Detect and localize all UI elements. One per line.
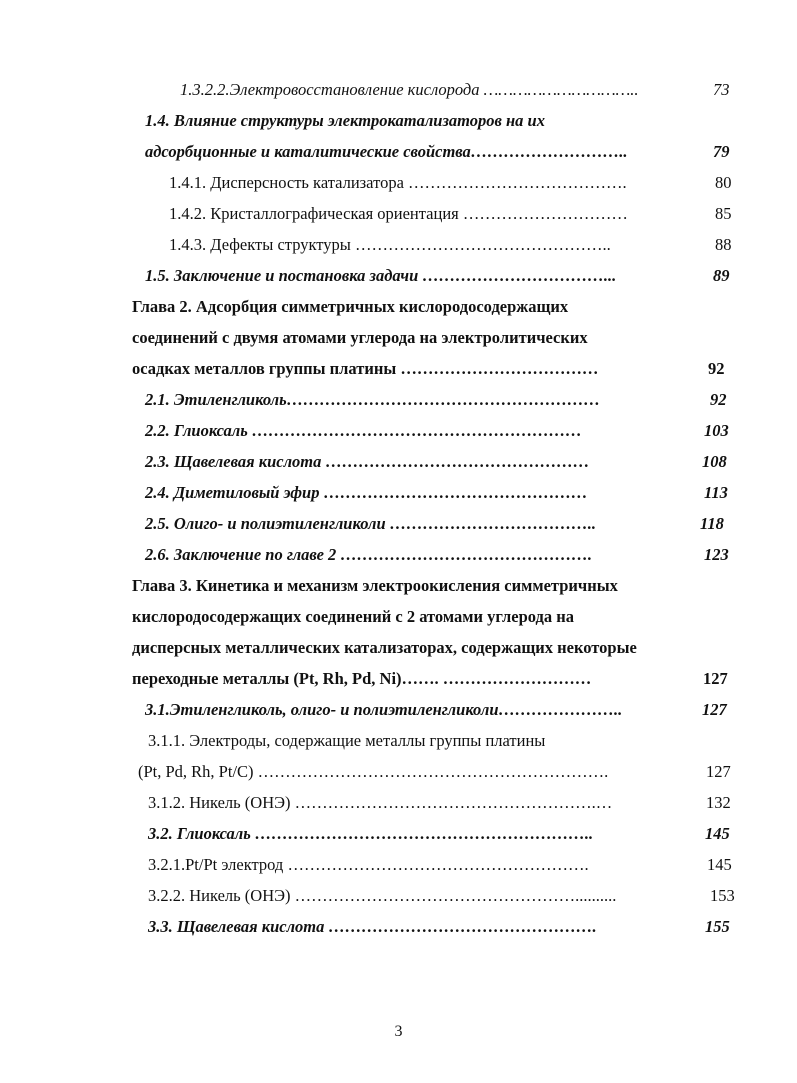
- entry-page: 127: [703, 669, 728, 688]
- chapter-3-title-line3: дисперсных металлических катализаторах, содержащих некоторые: [132, 638, 637, 657]
- entry-page: 85: [715, 204, 732, 223]
- entry-page: 127: [706, 762, 731, 781]
- toc-entry-1-4: [145, 142, 628, 162]
- toc-entry-2-4: [145, 483, 588, 503]
- toc-entry-3-1: [145, 700, 622, 720]
- entry-text: осадках металлов группы платины ………………………………: [132, 359, 599, 378]
- entry-text: 3.1.2. Никель (ОНЭ) ……………………………………………….…: [148, 793, 613, 812]
- entry-page: 145: [705, 824, 730, 843]
- toc-entry-1-4-3: [169, 235, 611, 255]
- toc-entry-3-2-2: [148, 886, 616, 906]
- toc-entry-2-5: [145, 514, 596, 534]
- entry-page: 127: [702, 700, 727, 719]
- chapter-2-entry: [132, 359, 598, 379]
- toc-entry-3-1-1: [138, 762, 608, 782]
- entry-page: 80: [715, 173, 732, 192]
- toc-entry-3-1-2: [148, 793, 612, 813]
- entry-text: 3.1.Этиленгликоль, олиго- и полиэтиленгликоли…………………..: [145, 700, 623, 719]
- entry-text: 1.4.2. Кристаллографическая ориентация …………………………: [169, 204, 628, 223]
- toc-entry-3-2: [148, 824, 593, 844]
- toc-entry-2-3: [145, 452, 590, 472]
- chapter-3-title-line2: кислородосодержащих соединений с 2 атомами углерода на: [132, 607, 575, 626]
- entry-text: (Pt, Pd, Rh, Pt/C) ……………………………………………………….: [138, 762, 609, 781]
- entry-text: 1.4.1. Дисперсность катализатора ………………………………….: [169, 173, 627, 192]
- entry-text: 2.2. Глиоксаль ……………………………………………………: [145, 421, 582, 440]
- entry-page: 113: [704, 483, 728, 502]
- toc-entry-2-6: [145, 545, 592, 565]
- entry-page: 155: [705, 917, 730, 936]
- entry-page: 118: [700, 514, 724, 533]
- toc-entry-1-5: [145, 266, 616, 286]
- toc-entry-1-4-2: [169, 204, 628, 224]
- entry-text: переходные металлы (Pt, Rh, Pd, Ni)……. ………………………: [132, 669, 592, 688]
- entry-text: 1.5. Заключение и постановка задачи ……………………………...: [145, 266, 617, 285]
- chapter-3-entry: [132, 669, 591, 689]
- toc-entry-2-2: [145, 421, 582, 441]
- entry-text: 2.6. Заключение по главе 2 ……………………………………….: [145, 545, 593, 564]
- chapter-2-title-line2: соединений с двумя атомами углерода на электролитических: [132, 328, 588, 347]
- entry-text: 1.3.2.2.Электровосстановление кислорода …………………………..: [180, 80, 639, 99]
- entry-page: 103: [704, 421, 729, 440]
- entry-text: 2.3. Щавелевая кислота …………………………………………: [145, 452, 590, 471]
- entry-page: 89: [713, 266, 730, 285]
- entry-page: 92: [708, 359, 725, 378]
- entry-page: 153: [710, 886, 735, 905]
- chapter-2-title-line1: Глава 2. Адсорбция симметричных кислородосодержащих: [132, 297, 569, 316]
- entry-page: 123: [704, 545, 729, 564]
- entry-text: 3.2. Глиоксаль ……………………………………………………..: [148, 824, 594, 843]
- entry-text: 2.1. Этиленгликоль…………………………………………………: [145, 390, 601, 409]
- entry-page: 132: [706, 793, 731, 812]
- entry-page: 88: [715, 235, 732, 254]
- page-number: 3: [394, 1023, 403, 1040]
- entry-text: 2.5. Олиго- и полиэтиленгликоли ………………………………..: [145, 514, 597, 533]
- toc-entry-3-3: [148, 917, 597, 937]
- entry-page: 108: [702, 452, 727, 471]
- toc-entry-1-4-1: [169, 173, 627, 193]
- entry-page: 79: [713, 142, 730, 161]
- toc-entry-2-1: [145, 390, 600, 410]
- entry-text: адсорбционные и каталитические свойства………………………..: [145, 142, 628, 161]
- chapter-3-title-line1: Глава 3. Кинетика и механизм электроокисления симметричных: [132, 576, 618, 595]
- entry-text: 2.4. Диметиловый эфир …………………………………………: [145, 483, 588, 502]
- toc-entry-1-3-2-2: [180, 80, 639, 100]
- entry-page: 145: [707, 855, 732, 874]
- entry-text: 3.3. Щавелевая кислота ………………………………………….: [148, 917, 597, 936]
- entry-page: 73: [713, 80, 730, 99]
- entry-page: 92: [710, 390, 727, 409]
- entry-text: 3.2.2. Никель (ОНЭ) ……………………………………………..........: [148, 886, 617, 905]
- entry-text: 3.2.1.Pt/Pt электрод ……………………………………………….: [148, 855, 589, 874]
- toc-entry-3-1-1-line1: 3.1.1. Электроды, содержащие металлы группы платины: [148, 731, 546, 750]
- toc-entry-3-2-1: [148, 855, 589, 875]
- entry-text: 1.4.3. Дефекты структуры ………………………………………..: [169, 235, 611, 254]
- toc-entry-1-4-line1: 1.4. Влияние структуры электрокатализаторов на их: [145, 111, 545, 130]
